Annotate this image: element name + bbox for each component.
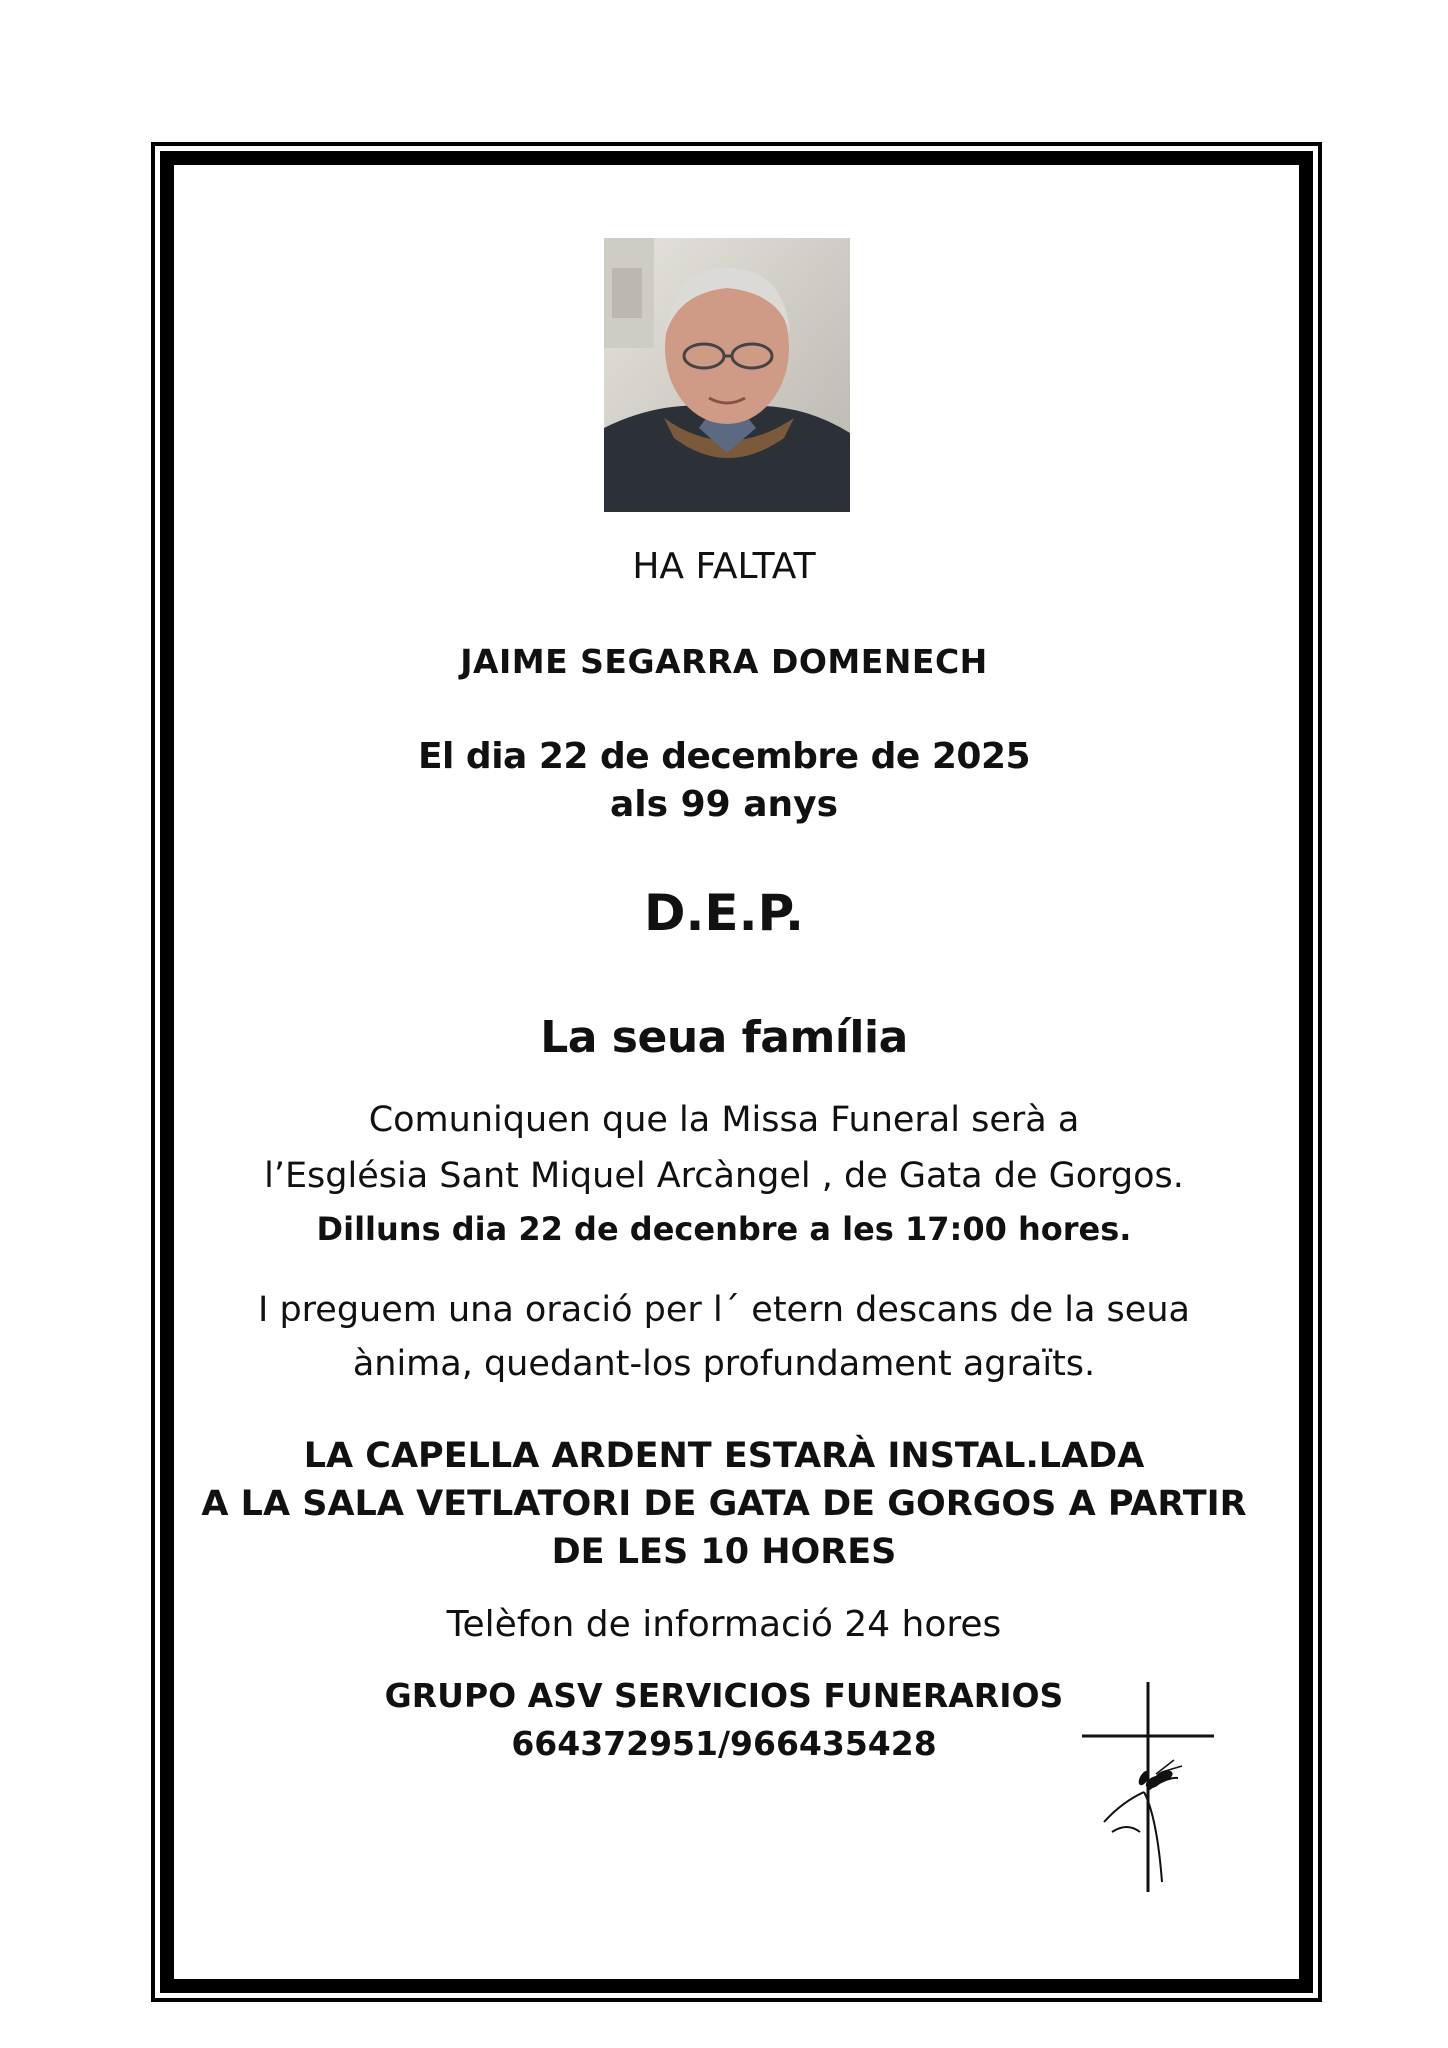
chapel-line-1: LA CAPELLA ARDENT ESTARÀ INSTAL.LADA [303,1436,1145,1476]
date-of-death: El dia 22 de decembre de 2025 [417,736,1031,777]
phone-info: Telèfon de informació 24 hores [446,1604,1002,1645]
heading: HA FALTAT [632,546,816,587]
company-phones: 664372951/966435428 [511,1724,937,1763]
family-heading: La seua família [540,1012,908,1063]
chapel-line-2: A LA SALA VETLATORI DE GATA DE GORGOS A PARTIR [201,1484,1247,1524]
prayer-text-line-1: I preguem una oració per l´ etern descans de la seua [258,1290,1190,1330]
funeral-datetime: Dilluns dia 22 de decenbre a les 17:00 hores. [316,1210,1132,1248]
funeral-text-line-1: Comuniquen que la Missa Funeral serà a [368,1100,1080,1140]
cross-with-wheat-icon [1082,1682,1222,1894]
deceased-name: JAIME SEGARRA DOMENECH [460,642,988,681]
funeral-text-line-2: l’Església Sant Miquel Arcàngel , de Gata de Gorgos. [264,1156,1184,1196]
company-name: GRUPO ASV SERVICIOS FUNERARIOS [384,1676,1064,1715]
age: als 99 anys [609,784,839,825]
portrait-photo [604,238,850,512]
dep-text: D.E.P. [643,884,805,942]
chapel-line-3: DE LES 10 HORES [551,1532,897,1572]
prayer-text-line-2: ànima, quedant-los profundament agraïts. [352,1344,1096,1384]
